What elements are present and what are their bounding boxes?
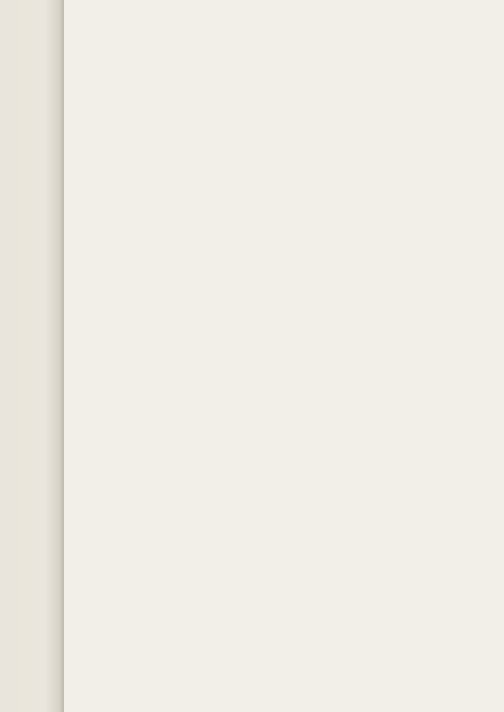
page-header [70, 30, 496, 46]
previous-page-margin [0, 0, 64, 712]
main-column [70, 30, 496, 54]
